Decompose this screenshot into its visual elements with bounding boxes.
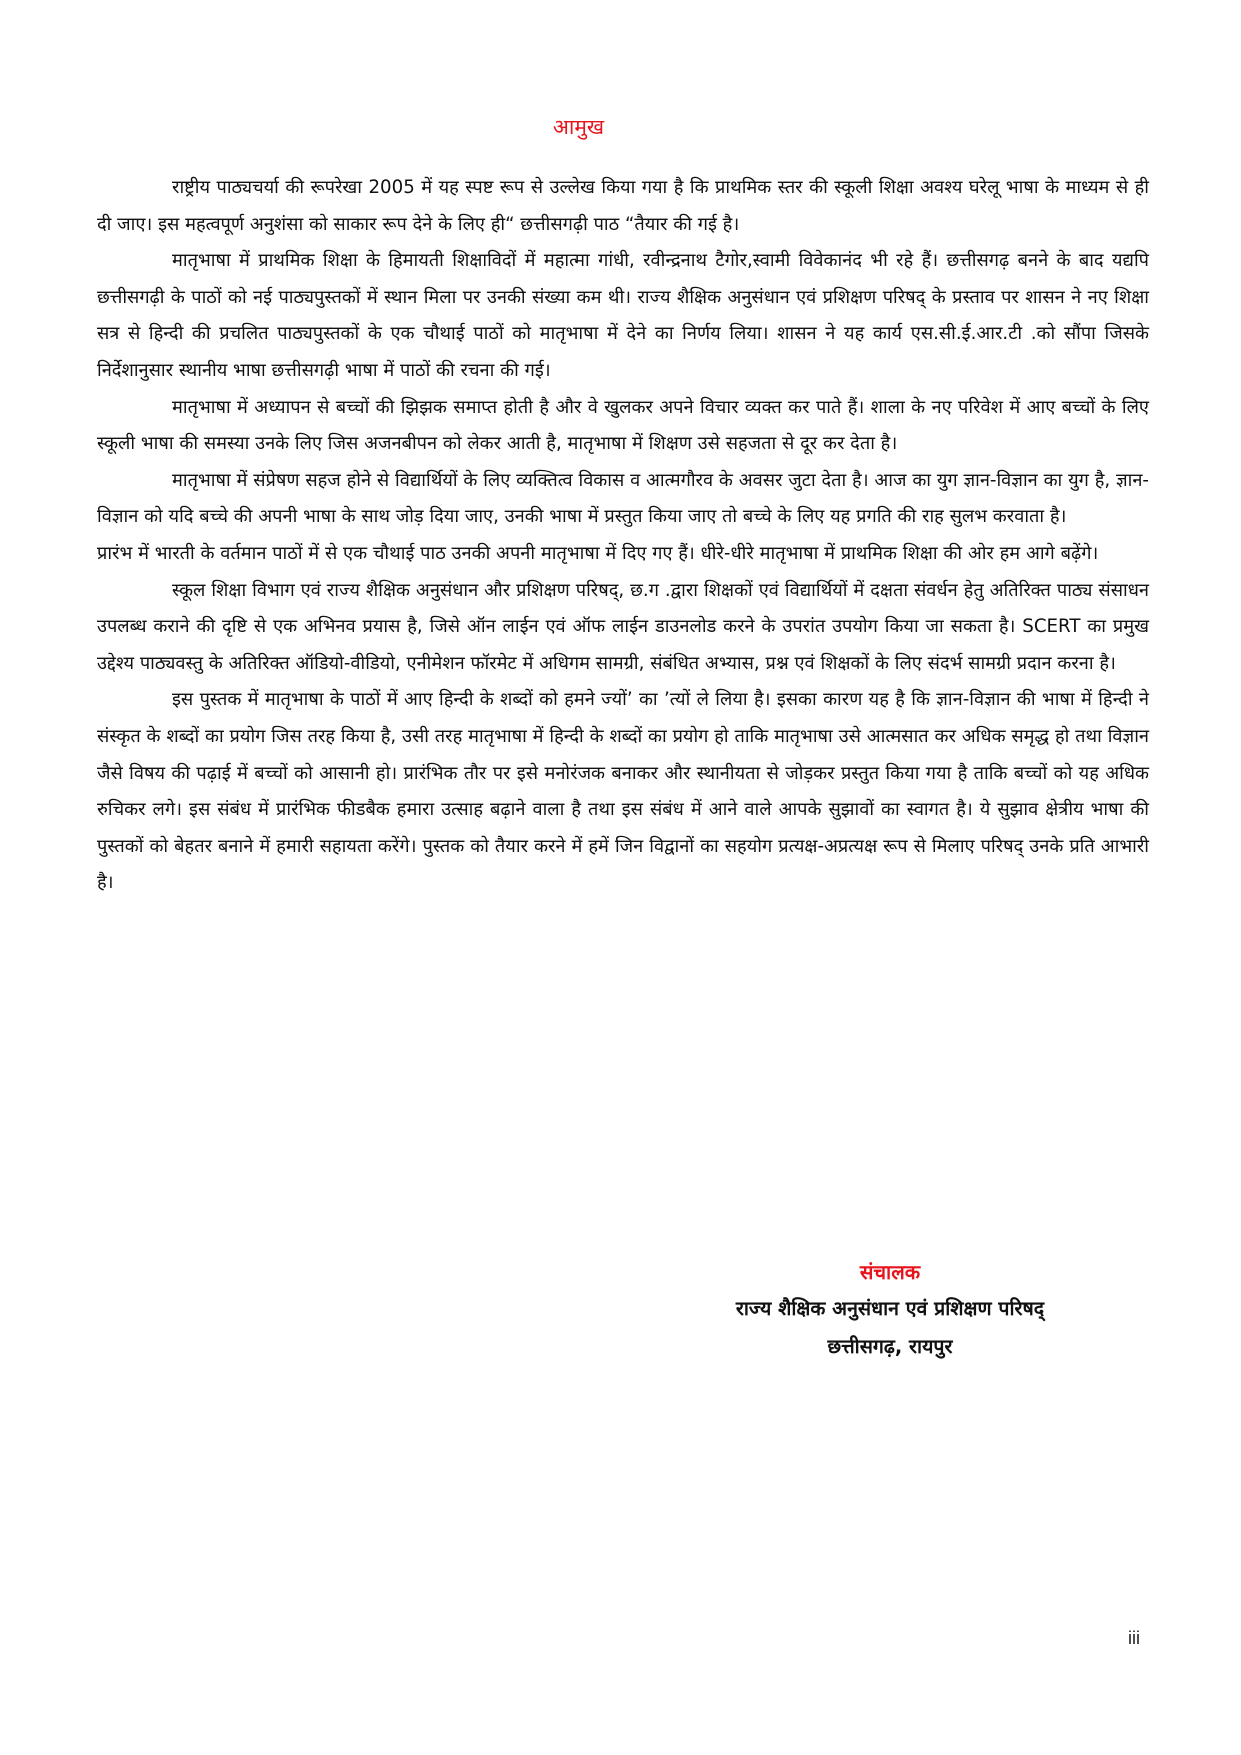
paragraph: इस पुस्तक में मातृभाषा के पाठों में आए हिन्दी के शब्दों को हमने ज्यों’ का ’त्यों ले लिया है। इसका कारण यह है कि ज्ञान-विज्ञान की भाषा में हिन्दी ने संस्कृत के शब्दों का प्रयोग जिस तरह किया है, उसी तरह मातृभाषा में हिन्दी के शब्दों का प्रयोग हो ताकि मातृभाषा उसे आत्मसात कर अधिक समृद्ध हो तथा विज्ञान जैसे विषय की पढ़ाई में बच्चों को आसानी हो। प्रारंभिक तौर पर इसे मनोरंजक बनाकर और स्थानीयता से जोड़कर प्रस्तुत किया गया है ताकि बच्चों को यह अधिक रुचिकर लगे। इस संबंध में प्रारंभिक फीडबैक हमारा उत्साह बढ़ाने वाला है तथा इस संबंध में आने वाले आपके सुझावों का स्वागत है। ये सुझाव क्षेत्रीय भाषा की पुस्तकों को बेहतर बनाने में हमारी सहायता करेंगे। पुस्तक को तैयार करने में हमें जिन विद्वानों का सहयोग प्रत्यक्ष-अप्रत्यक्ष रूप से मिलाए परिषद् उनके प्रति आभारी है। [97,689,1149,894]
page-title: आमुख [552,115,605,139]
paragraph: मातृभाषा में संप्रेषण सहज होने से विद्यार्थियों के लिए व्यक्तित्व विकास व आत्मगौरव के अवसर जुटा देता है। आज का युग ज्ञान-विज्ञान का युग है, ज्ञान-विज्ञान को यदि बच्चे की अपनी भाषा के साथ जोड़ दिया जाए, उनकी भाषा में प्रस्तुत किया जाए तो बच्चे के लिए यह प्रगति की राह सुलभ करवाता है। [97,469,1149,528]
page-number: iii [1128,1628,1140,1648]
signature-location: छत्तीसगढ़, रायपुर [827,1335,953,1358]
signature-role: संचालक [859,1260,921,1284]
paragraph: स्कूल शिक्षा विभाग एवं राज्य शैक्षिक अनुसंधान और प्रशिक्षण परिषद्, छ.ग .द्वारा शिक्षकों एवं विद्यार्थियों में दक्षता संवर्धन हेतु अतिरिक्त पाठ्य संसाधन उपलब्ध कराने की दृष्टि से एक अभिनव प्रयास है, जिसे ऑन लाईन एवं ऑफ लाईन डाउनलोड करने के उपरांत उपयोग किया जा सकता है। SCERT का प्रमुख उद्देश्य पाठ्यवस्तु के अतिरिक्त ऑडियो-वीडियो, एनीमेशन फॉरमेट में अधिगम सामग्री, संबंधित अभ्यास, प्रश्न एवं शिक्षकों के लिए संदर्भ सामग्री प्रदान करना है। [97,579,1149,674]
paragraph: प्रारंभ में भारती के वर्तमान पाठों में से एक चौथाई पाठ उनकी अपनी मातृभाषा में दिए गए हैं। धीरे-धीरे मातृभाषा में प्राथमिक शिक्षा की ओर हम आगे बढ़ेंगे। [97,542,1099,564]
paragraph: मातृभाषा में अध्यापन से बच्चों की झिझक समाप्त होती है और वे खुलकर अपने विचार व्यक्त कर पाते हैं। शाला के नए परिवेश में आए बच्चों के लिए स्कूली भाषा की समस्या उनके लिए जिस अजनबीपन को लेकर आती है, मातृभाषा में शिक्षण उसे सहजता से दूर कर देता है। [97,396,1149,455]
paragraph: राष्ट्रीय पाठ्यचर्या की रूपरेखा 2005 में यह स्पष्ट रूप से उल्लेख किया गया है कि प्राथमिक स्तर की स्कूली शिक्षा अवश्य घरेलू भाषा के माध्यम से ही दी जाए। इस महत्वपूर्ण अनुशंसा को साकार रूप देने के लिए ही“ छत्तीसगढ़ी पाठ “तैयार की गई है। [97,177,1149,235]
paragraph: मातृभाषा में प्राथमिक शिक्षा के हिमायती शिक्षाविदों में महात्मा गांधी, रवीन्द्रनाथ टैगोर,स्वामी विवेकानंद भी रहे हैं। छत्तीसगढ़ बनने के बाद यद्यपि छत्तीसगढ़ी के पाठों को नई पाठ्यपुस्तकों में स्थान मिला पर उनकी संख्या कम थी। राज्य शैक्षिक अनुसंधान एवं प्रशिक्षण परिषद् के प्रस्ताव पर शासन ने नए शिक्षा सत्र से हिन्दी की प्रचलित पाठ्यपुस्तकों के एक चौथाई पाठों को मातृभाषा में देने का निर्णय लिया। शासन ने यह कार्य एस.सी.ई.आर.टी .को सौंपा जिसके निर्देशानुसार स्थानीय भाषा छत्तीसगढ़ी भाषा में पाठों की रचना की गई। [97,250,1149,381]
signature-organization: राज्य शैक्षिक अनुसंधान एवं प्रशिक्षण परिषद् [735,1297,1045,1320]
signature-block [680,1254,1100,1366]
foreword-body [97,170,1149,902]
